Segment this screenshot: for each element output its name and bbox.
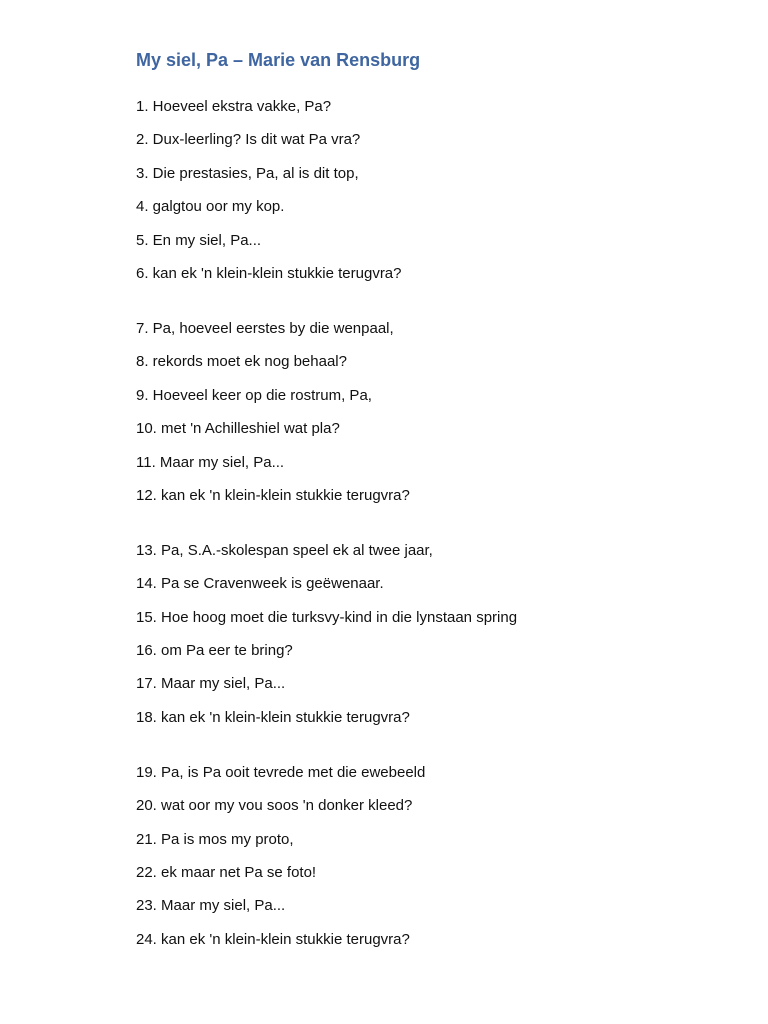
poem-line: 20. wat oor my vou soos 'n donker kleed?	[136, 797, 413, 815]
poem-line: 9. Hoeveel keer op die rostrum, Pa,	[136, 386, 372, 404]
poem-line: 6. kan ek 'n klein-klein stukkie terugvra?	[136, 264, 402, 282]
stanza-1	[136, 96, 736, 285]
stanza-3	[136, 540, 736, 729]
poem-line: 7. Pa, hoeveel eerstes by die wenpaal,	[136, 319, 394, 337]
poem-line: 12. kan ek 'n klein-klein stukkie terugvra?	[136, 486, 410, 504]
poem-title: My siel, Pa – Marie van Rensburg	[136, 50, 421, 70]
poem-line: 16. om Pa eer te bring?	[136, 642, 293, 660]
poem-line: 8. rekords moet ek nog behaal?	[136, 353, 347, 371]
poem-line: 19. Pa, is Pa ooit tevrede met die ewebeeld	[136, 763, 426, 781]
stanza-4	[136, 762, 736, 951]
poem-line: 13. Pa, S.A.-skolespan speel ek al twee jaar,	[136, 541, 433, 559]
poem-line: 18. kan ek 'n klein-klein stukkie terugvra?	[136, 708, 410, 726]
poem-line: 15. Hoe hoog moet die turksvy-kind in die lynstaan spring	[136, 608, 518, 626]
poem-line: 22. ek maar net Pa se foto!	[136, 864, 317, 882]
poem-line: 4. galgtou oor my kop.	[136, 198, 285, 216]
poem-line: 23. Maar my siel, Pa...	[136, 897, 286, 915]
poem-line: 17. Maar my siel, Pa...	[136, 675, 286, 693]
poem-line: 14. Pa se Cravenweek is geëwenaar.	[136, 575, 384, 593]
poem-line: 11. Maar my siel, Pa...	[136, 453, 285, 471]
poem-line: 21. Pa is mos my proto,	[136, 830, 294, 848]
poem-body	[136, 96, 736, 984]
poem-line: 3. Die prestasies, Pa, al is dit top,	[136, 164, 359, 182]
stanza-2	[136, 318, 736, 507]
poem-line: 1. Hoeveel ekstra vakke, Pa?	[136, 98, 332, 115]
poem-line: 2. Dux-leerling? Is dit wat Pa vra?	[136, 131, 361, 149]
poem-line: 24. kan ek 'n klein-klein stukkie terugvra?	[136, 930, 410, 948]
poem-line: 5. En my siel, Pa...	[136, 231, 262, 249]
poem-line: 10. met 'n Achilleshiel wat pla?	[136, 420, 340, 438]
